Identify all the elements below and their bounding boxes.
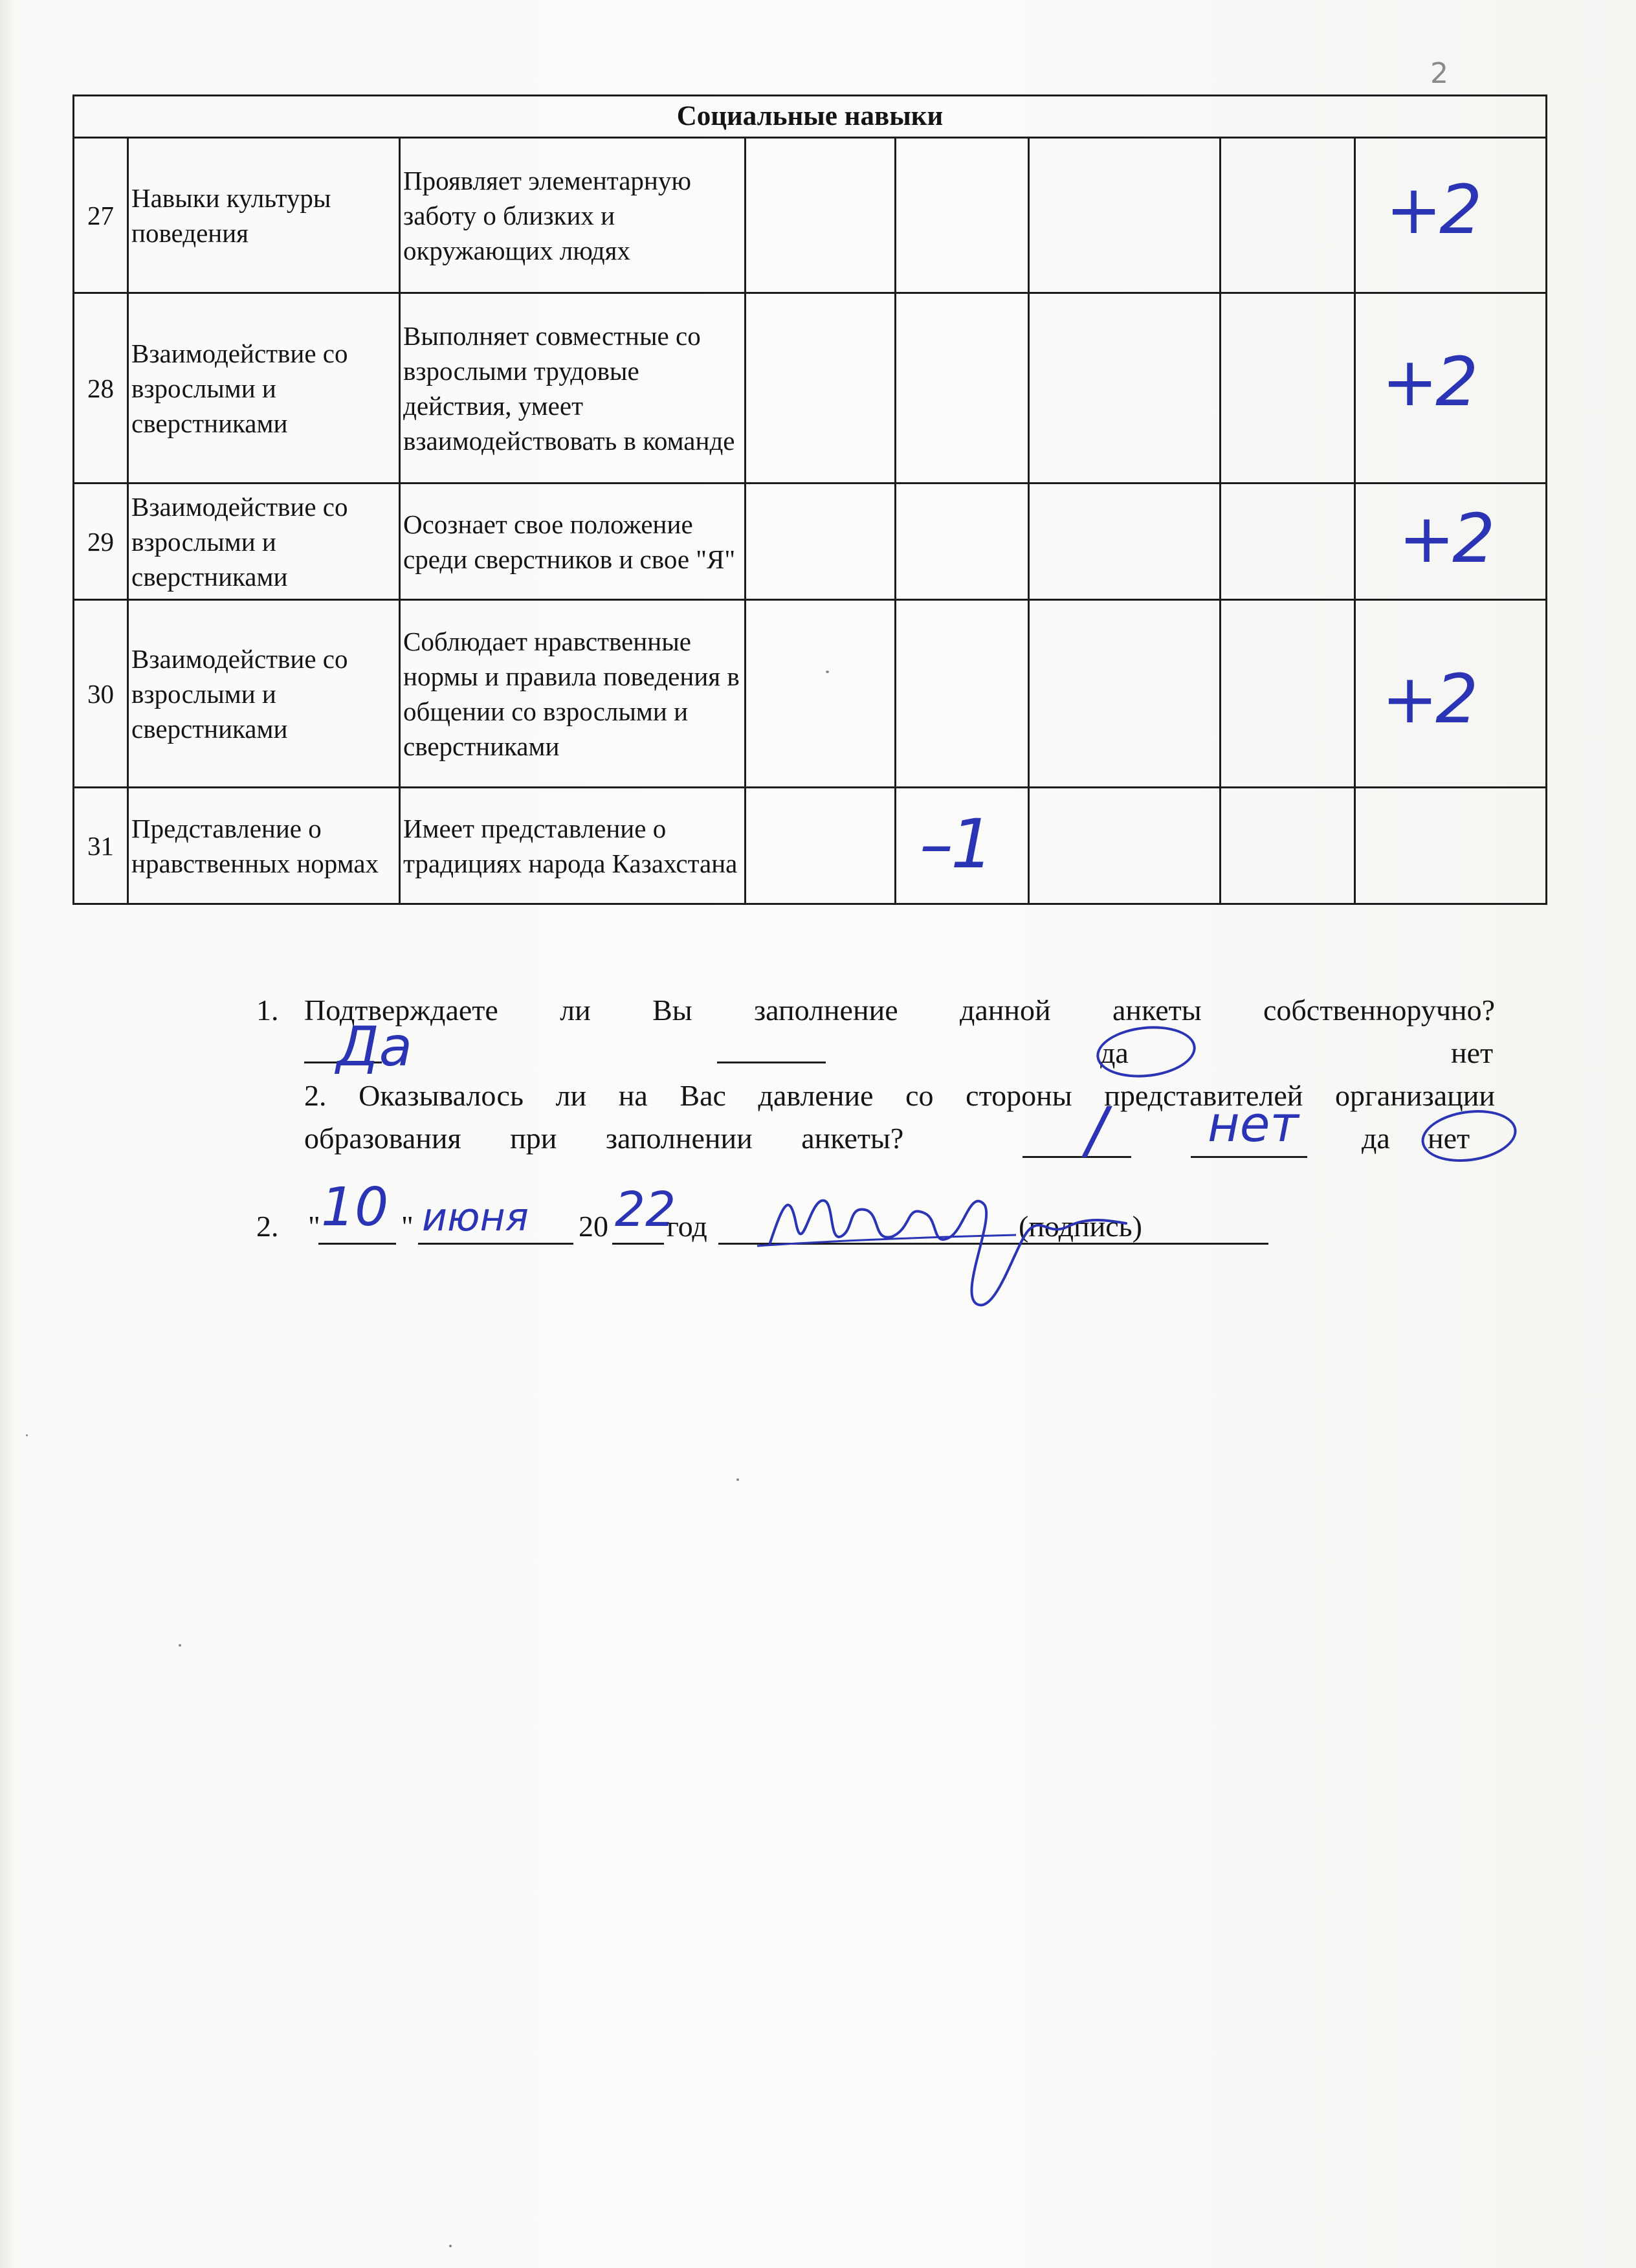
skill-name: Взаимодействие со взрослыми и сверстниками <box>128 484 400 600</box>
mark-cell-5 <box>1355 484 1547 600</box>
skill-description: Выполняет совместные со взрослыми трудовые действия, умеет взаимодействовать в команде <box>400 293 746 484</box>
handwritten-month: июня <box>422 1195 529 1240</box>
scan-speck <box>179 1644 181 1647</box>
mark-cell-5 <box>1355 788 1547 904</box>
handwritten-mark: +2 <box>1382 660 1476 739</box>
scan-speck <box>26 1434 28 1436</box>
signature-label: (подпись) <box>1019 1210 1142 1243</box>
mark-cell-1 <box>746 600 896 788</box>
mark-cell-4 <box>1221 484 1355 600</box>
mark-cell-3 <box>1029 138 1221 293</box>
skill-description: Проявляет элементарную заботу о близких и окружающих людях <box>400 138 746 293</box>
question-2-text-line2: образования при заполнении анкеты? <box>304 1122 904 1155</box>
handwritten-day: 10 <box>321 1177 389 1238</box>
page-number-handwritten: 2 <box>1430 57 1448 90</box>
handwritten-mark: –1 <box>920 805 991 884</box>
scan-speck <box>736 1478 739 1481</box>
mark-cell-2 <box>896 484 1029 600</box>
handwritten-answer: Да <box>337 1015 413 1078</box>
mark-cell-3 <box>1029 293 1221 484</box>
table-row <box>74 138 1547 293</box>
handwritten-mark: +2 <box>1386 170 1480 249</box>
mark-cell-2 <box>896 788 1029 904</box>
handwritten-mark: +2 <box>1382 342 1476 421</box>
mark-cell-4 <box>1221 138 1355 293</box>
question-1-yes-option: да <box>1100 1036 1129 1069</box>
month-line <box>418 1243 573 1245</box>
table-row <box>74 293 1547 484</box>
mark-cell-1 <box>746 293 896 484</box>
mark-cell-1 <box>746 484 896 600</box>
skill-description: Имеет представление о традициях народа Казахстана <box>400 788 746 904</box>
day-line <box>318 1243 396 1245</box>
row-number: 30 <box>74 600 128 788</box>
table-title: Социальные навыки <box>74 96 1547 138</box>
date-quote-open: " <box>308 1210 320 1243</box>
question-1-no-option: нет <box>1451 1036 1494 1069</box>
mark-cell-2 <box>896 600 1029 788</box>
table-row <box>74 484 1547 600</box>
skill-name: Представление о нравственных нормах <box>128 788 400 904</box>
mark-cell-4 <box>1221 293 1355 484</box>
mark-cell-3 <box>1029 600 1221 788</box>
year-prefix: 20 <box>579 1210 608 1243</box>
date-quote-close: " <box>401 1210 414 1243</box>
question-1-text: Подтверждаете ли Вы заполнение данной анкеты собственноручно? <box>304 994 1495 1027</box>
handwritten-year: 22 <box>615 1182 676 1238</box>
mark-cell-1 <box>746 788 896 904</box>
row-number: 27 <box>74 138 128 293</box>
skill-name: Взаимодействие со взрослыми и сверстниками <box>128 293 400 484</box>
answer-line <box>717 1062 826 1063</box>
date-number: 2. <box>256 1210 279 1243</box>
mark-cell-1 <box>746 138 896 293</box>
answer-line <box>1191 1156 1307 1158</box>
question-2-number: 2. <box>304 1079 327 1112</box>
skill-name: Навыки культуры поведения <box>128 138 400 293</box>
year-line <box>612 1243 664 1245</box>
year-word: год <box>667 1210 707 1243</box>
mark-cell-4 <box>1221 600 1355 788</box>
mark-cell-2 <box>896 293 1029 484</box>
mark-cell-2 <box>896 138 1029 293</box>
mark-cell-3 <box>1029 788 1221 904</box>
question-2-yes-option: да <box>1362 1122 1390 1155</box>
row-number: 29 <box>74 484 128 600</box>
scan-speck <box>449 2245 452 2247</box>
question-1-number: 1. <box>256 994 279 1027</box>
skill-description: Осознает свое положение среди сверстников и свое "Я" <box>400 484 746 600</box>
skill-description: Соблюдает нравственные нормы и правила поведения в общении со взрослыми и сверстниками <box>400 600 746 788</box>
question-2-text: Оказывалось ли на Вас давление со стороны представителей организации <box>359 1079 1495 1112</box>
handwritten-slash: / <box>1086 1094 1107 1166</box>
mark-cell-5 <box>1355 293 1547 484</box>
handwritten-answer: нет <box>1208 1095 1299 1153</box>
table-row <box>74 788 1547 904</box>
social-skills-table <box>72 94 1547 905</box>
row-number: 28 <box>74 293 128 484</box>
question-2-text-line1 <box>304 1074 1495 1117</box>
question-2-no-option: нет <box>1428 1122 1470 1155</box>
handwritten-mark: +2 <box>1398 499 1493 578</box>
answer-line <box>1022 1156 1131 1158</box>
handwritten-signature <box>744 1165 1133 1314</box>
mark-cell-3 <box>1029 484 1221 600</box>
scan-speck <box>826 671 829 673</box>
mark-cell-5 <box>1355 600 1547 788</box>
mark-cell-5 <box>1355 138 1547 293</box>
skill-name: Взаимодействие со взрослыми и сверстниками <box>128 600 400 788</box>
mark-cell-4 <box>1221 788 1355 904</box>
table-row <box>74 600 1547 788</box>
row-number: 31 <box>74 788 128 904</box>
